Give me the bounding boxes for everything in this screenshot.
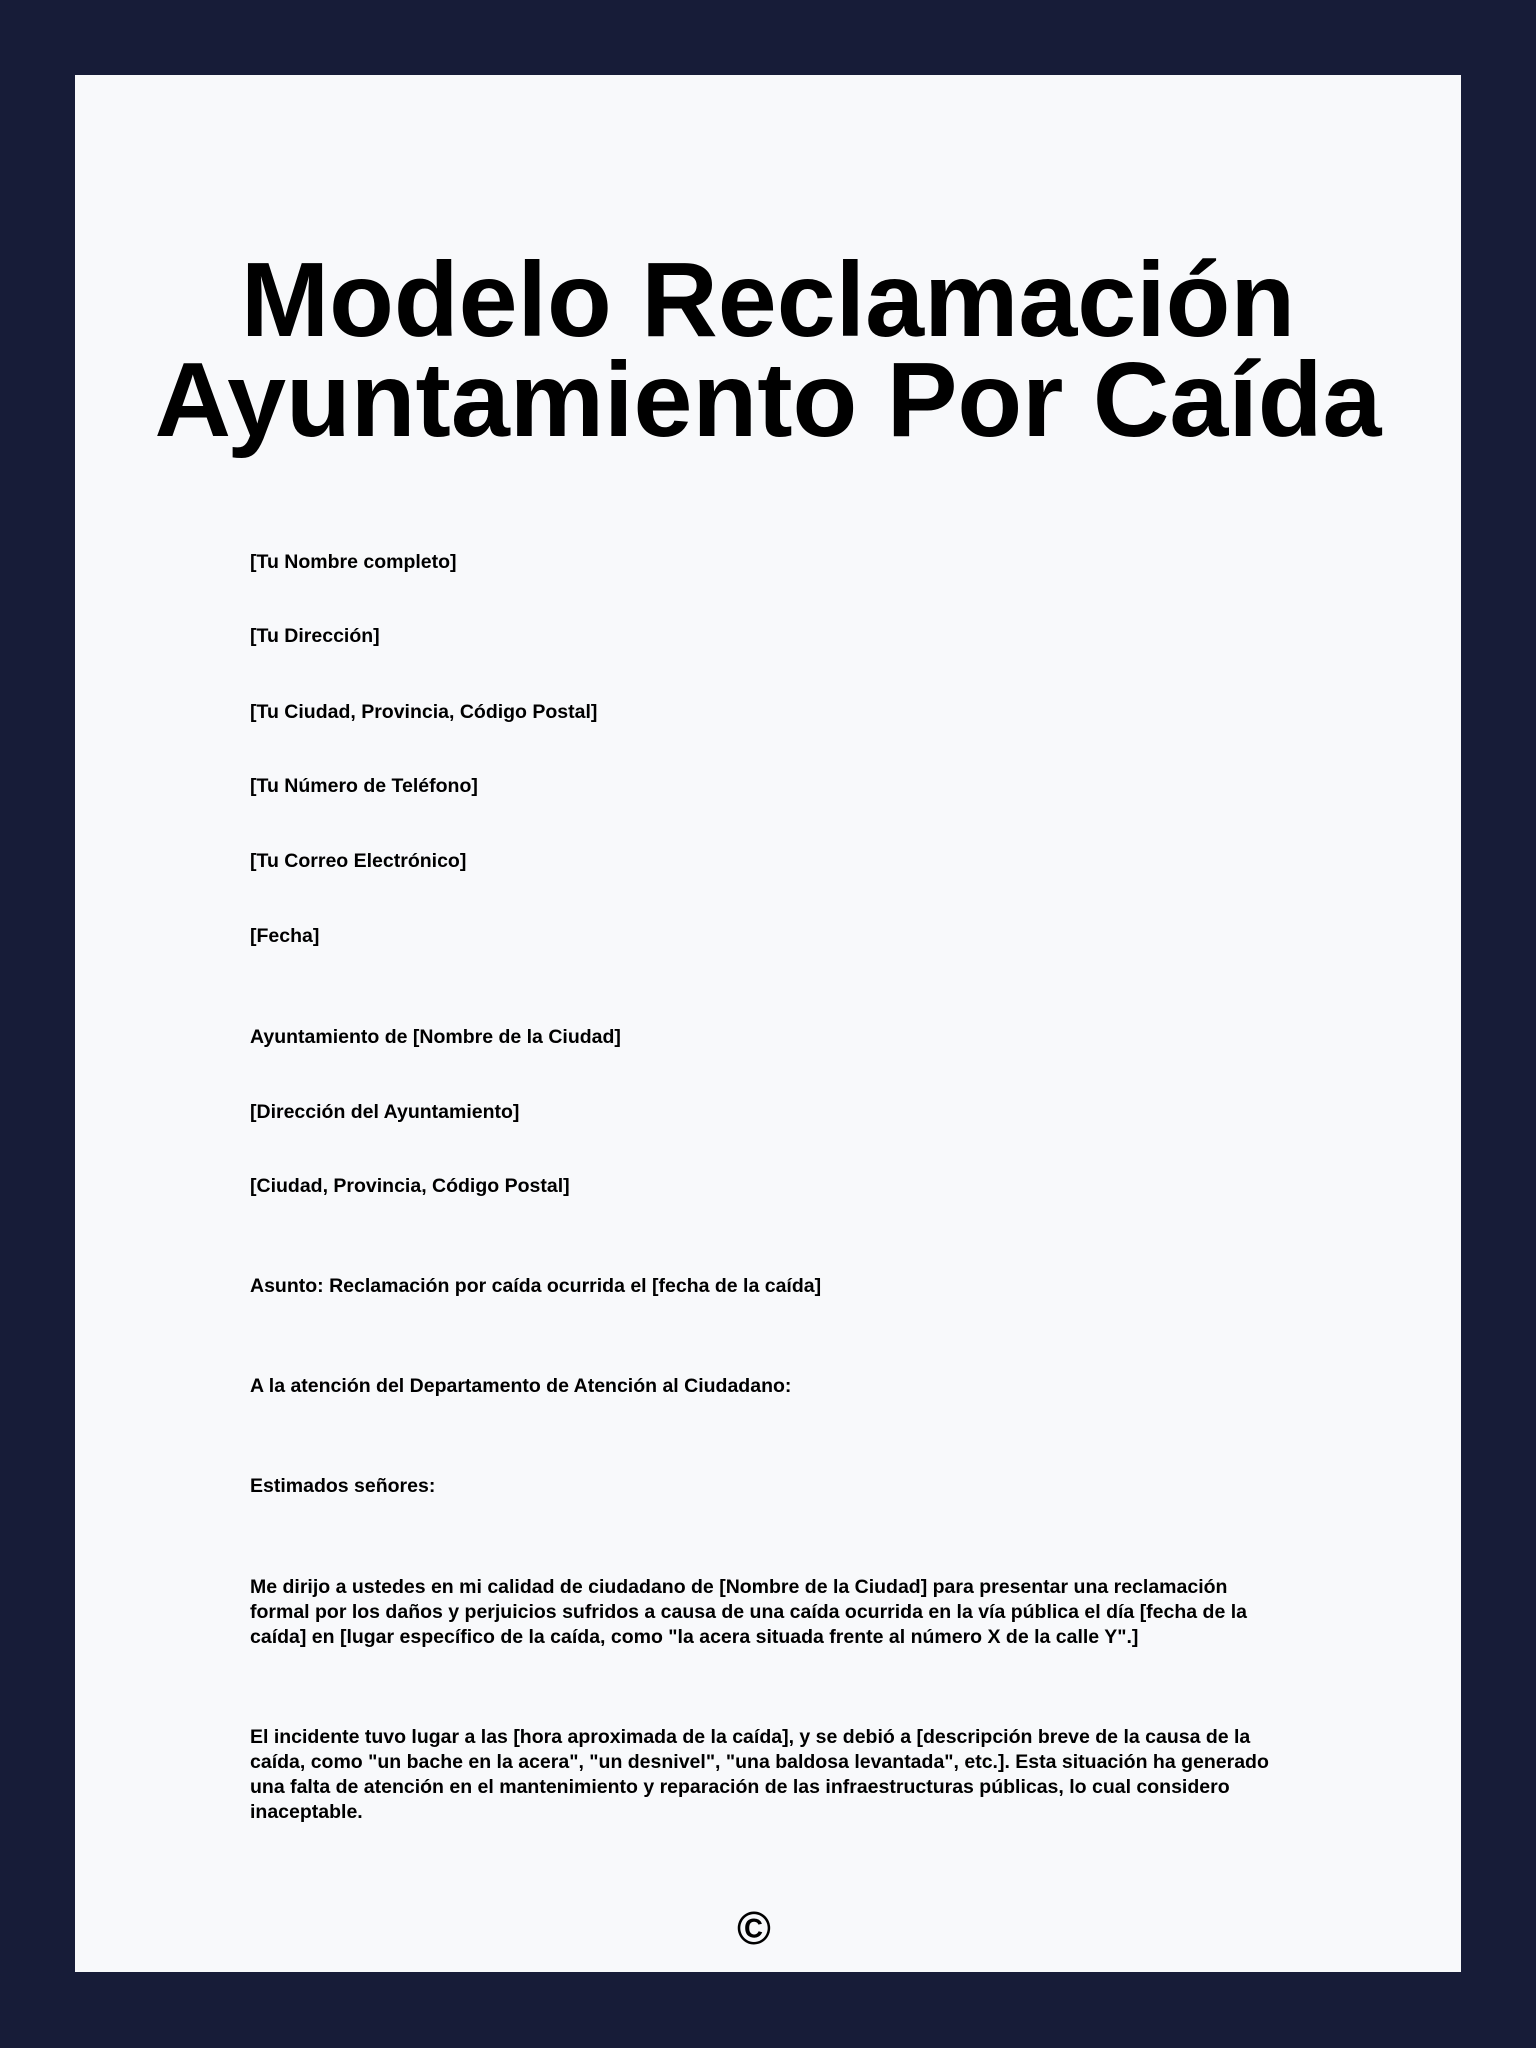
sender-email: [Tu Correo Electrónico] — [250, 850, 467, 872]
recipient-name: Ayuntamiento de [Nombre de la Ciudad] — [250, 1026, 621, 1048]
recipient-address: [Dirección del Ayuntamiento] — [250, 1101, 520, 1123]
attention-line: A la atención del Departamento de Atención al Ciudadano: — [250, 1375, 792, 1397]
recipient-city: [Ciudad, Provincia, Código Postal] — [250, 1175, 570, 1197]
subject-line: Asunto: Reclamación por caída ocurrida el [fecha de la caída] — [250, 1275, 822, 1297]
letter-date: [Fecha] — [250, 925, 320, 947]
body-paragraph-1: Me dirijo a ustedes en mi calidad de ciudadano de [Nombre de la Ciudad] para presentar una reclamación formal por los daños y perjuicios sufridos a causa de una caída ocurrida en la vía pública el día [fecha de la caída] en [lugar específico de la caída, como "la acera situada frente al número X de la calle Y".] — [250, 1576, 1247, 1648]
body-paragraph-2: El incidente tuvo lugar a las [hora aproximada de la caída], y se debió a [descripción breve de la causa de la caída, como "un bache en la acera", "un desnivel", "una baldosa levantada", etc.]. Esta situación ha generado una falta de atención en el mantenimiento y reparación de las infraestructuras públicas, lo cual considero inaceptable. — [250, 1726, 1269, 1823]
copyright-icon: © — [737, 1902, 771, 1954]
greeting: Estimados señores: — [250, 1475, 436, 1497]
document-title: Modelo Reclamación Ayuntamiento Por Caída — [154, 241, 1382, 459]
sender-phone: [Tu Número de Teléfono] — [250, 775, 478, 797]
sender-address: [Tu Dirección] — [250, 625, 380, 647]
sender-city: [Tu Ciudad, Provincia, Código Postal] — [250, 701, 598, 723]
sender-name: [Tu Nombre completo] — [250, 551, 457, 573]
